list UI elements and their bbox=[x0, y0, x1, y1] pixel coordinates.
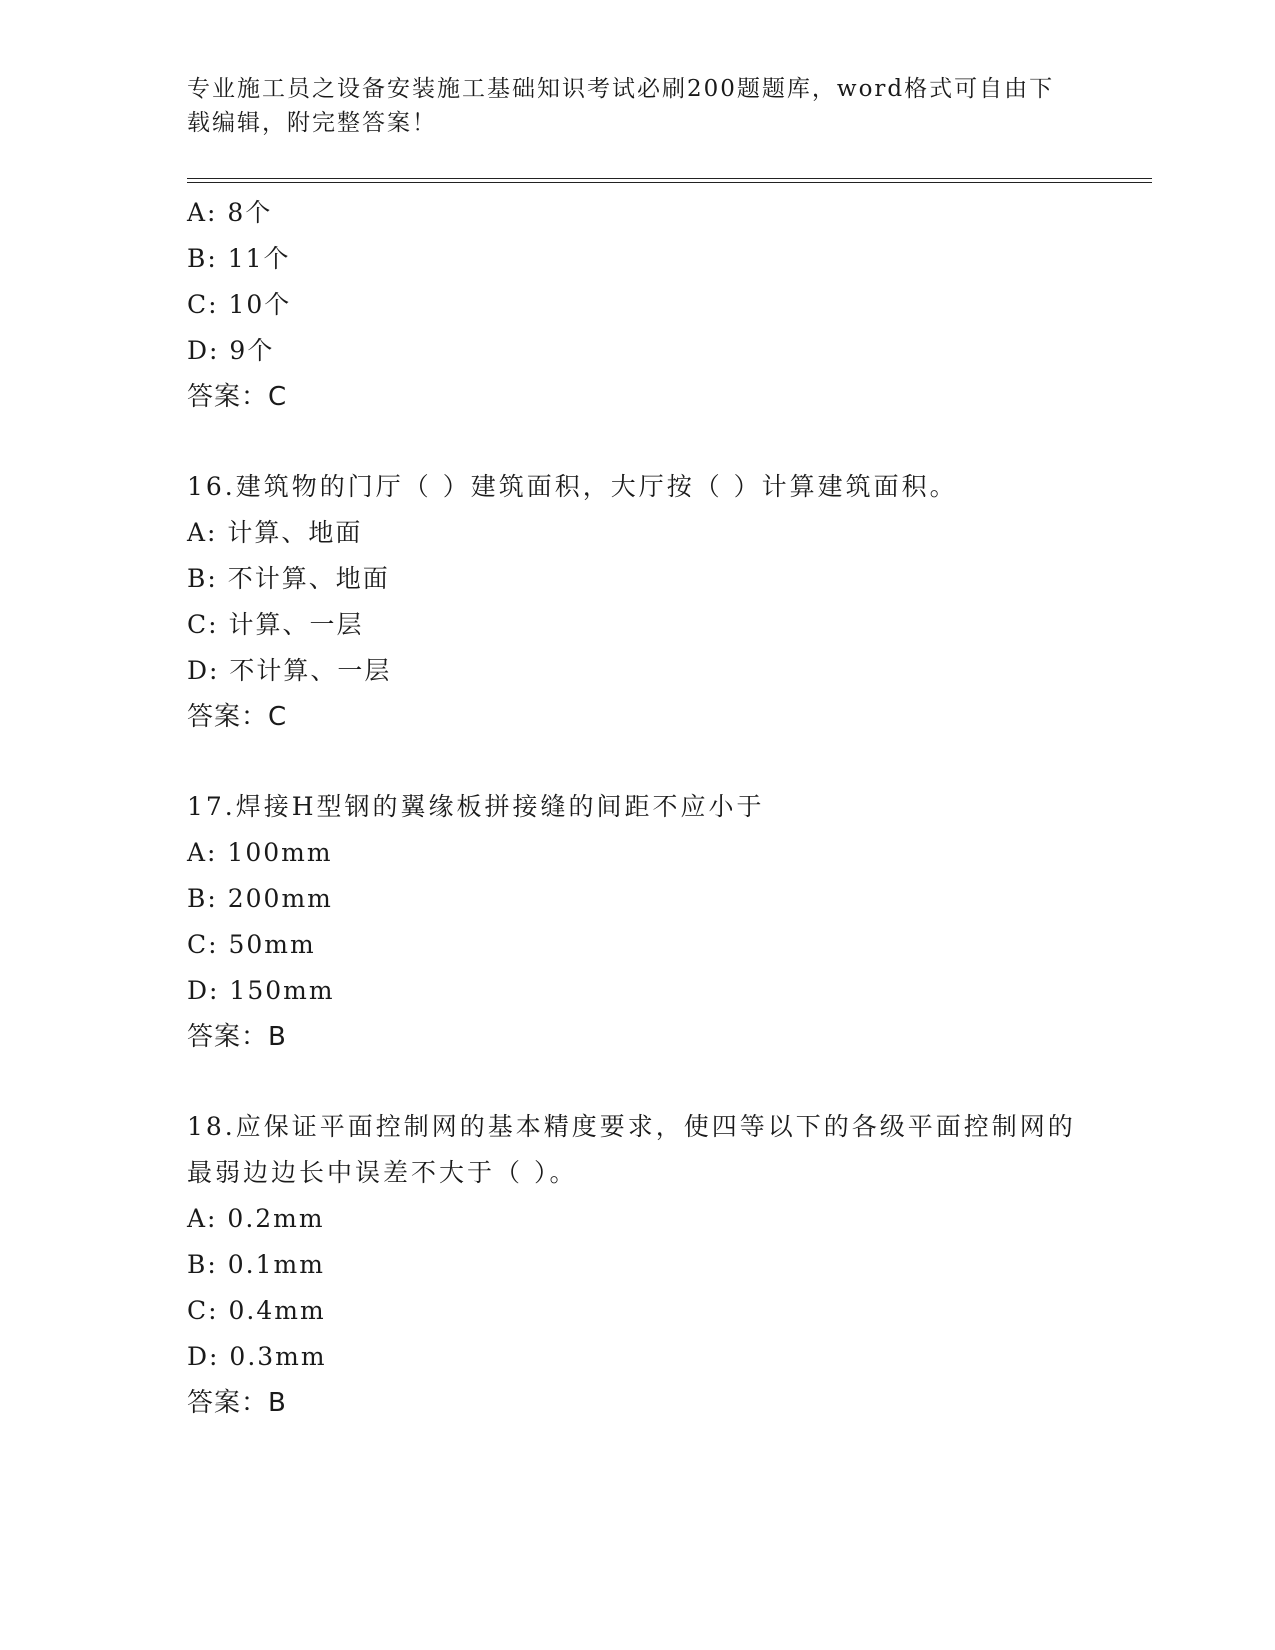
option-d: D: 0.3mm bbox=[187, 1342, 327, 1371]
option-a: A: 0.2mm bbox=[187, 1204, 325, 1233]
question-block-18 bbox=[187, 1104, 1087, 1426]
question-block-16 bbox=[187, 464, 1087, 740]
option-a: A: 100mm bbox=[187, 838, 333, 867]
spacer bbox=[187, 740, 1087, 784]
option-c: C: 计算、一层 bbox=[187, 610, 364, 639]
option-d: D: 不计算、一层 bbox=[187, 656, 392, 685]
question-list bbox=[187, 190, 1087, 1426]
header-divider-bottom bbox=[187, 182, 1152, 183]
option-a: A: 8个 bbox=[187, 198, 273, 227]
answer-line: 答案：B bbox=[187, 1388, 287, 1418]
spacer bbox=[187, 420, 1087, 464]
question-text: 18.应保证平面控制网的基本精度要求，使四等以下的各级平面控制网的最弱边边长中误差不大于（ ）。 bbox=[187, 1112, 1076, 1187]
spacer bbox=[187, 1060, 1087, 1104]
answer-line: 答案：B bbox=[187, 1022, 287, 1052]
answer-line: 答案：C bbox=[187, 702, 288, 732]
option-d: D: 150mm bbox=[187, 976, 335, 1005]
option-c: C: 10个 bbox=[187, 290, 292, 319]
question-block-15 bbox=[187, 190, 1087, 420]
question-block-17 bbox=[187, 784, 1087, 1060]
option-a: A: 计算、地面 bbox=[187, 518, 363, 547]
option-b: B: 11个 bbox=[187, 244, 291, 273]
option-d: D: 9个 bbox=[187, 336, 275, 365]
option-b: B: 不计算、地面 bbox=[187, 564, 390, 593]
header-divider-top bbox=[187, 178, 1152, 179]
answer-line: 答案：C bbox=[187, 382, 288, 412]
question-text: 17.焊接H型钢的翼缘板拼接缝的间距不应小于 bbox=[187, 792, 765, 821]
question-text: 16.建筑物的门厅（ ）建筑面积，大厅按（ ）计算建筑面积。 bbox=[187, 472, 958, 501]
option-c: C: 0.4mm bbox=[187, 1296, 326, 1325]
option-b: B: 200mm bbox=[187, 884, 333, 913]
document-header: 专业施工员之设备安装施工基础知识考试必刷200题题库，word格式可自由下载编辑，附完整答案！ bbox=[187, 76, 1055, 136]
option-b: B: 0.1mm bbox=[187, 1250, 325, 1279]
option-c: C: 50mm bbox=[187, 930, 316, 959]
